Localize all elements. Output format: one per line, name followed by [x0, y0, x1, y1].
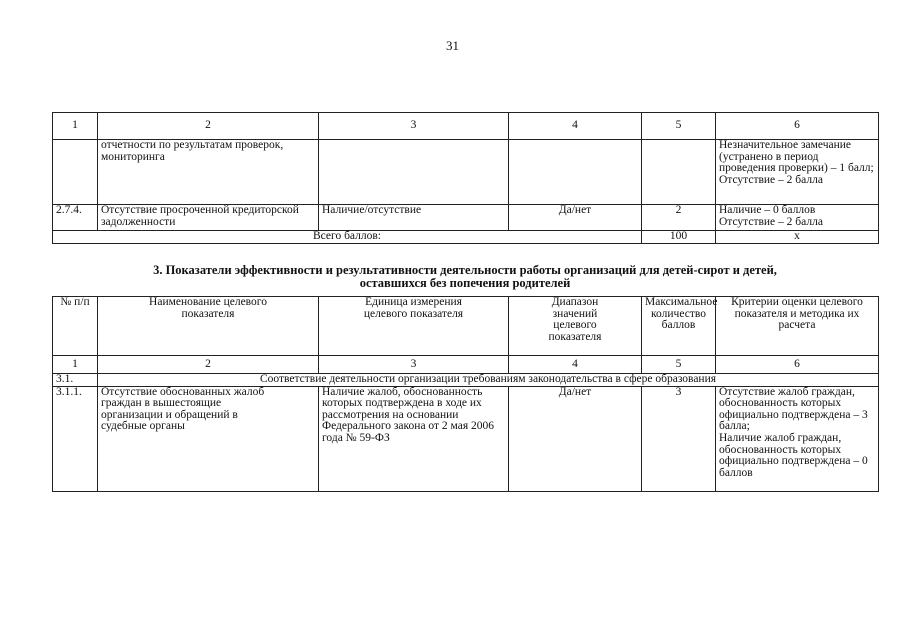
- cell-range: [509, 140, 642, 205]
- col-num: 4: [509, 356, 642, 374]
- col-num: 1: [53, 356, 98, 374]
- col-num: 5: [642, 356, 716, 374]
- col-num: 2: [98, 356, 319, 374]
- criteria-line: Отсутствие жалоб граждан, обоснованность которых официально подтверждена – 3 балла;: [719, 385, 868, 433]
- cell-criteria: [716, 140, 879, 205]
- total-value: 100: [642, 231, 716, 244]
- indicators-table: [52, 296, 879, 492]
- section-title: [52, 264, 878, 290]
- criteria-line: Наличие жалоб граждан, обоснованность которых официально подтверждена – 0 баллов: [719, 431, 868, 479]
- col-num: 6: [716, 356, 879, 374]
- header-name: Наименование целевого показателя: [98, 297, 319, 356]
- cell-name: отчетности по результатам проверок, мониторинга: [98, 140, 319, 205]
- cell-criteria: [716, 205, 879, 231]
- col-num: 6: [716, 113, 879, 140]
- cell-unit: [319, 140, 509, 205]
- header-row: [53, 297, 879, 356]
- group-row: [53, 374, 879, 387]
- cell-name: Отсутствие просроченной кредиторской задолженности: [98, 205, 319, 231]
- column-number-row: [53, 356, 879, 374]
- criteria-line: Отсутствие – 2 балла: [719, 215, 823, 228]
- criteria-line: Незначительное замечание (устранено в период проведения проверки) – 1 балл;: [719, 139, 874, 175]
- criteria-line: Отсутствие – 2 балла: [719, 173, 823, 186]
- column-number-row: [53, 113, 879, 140]
- total-x: х: [716, 231, 879, 244]
- col-num: 5: [642, 113, 716, 140]
- cell-unit: Наличие/отсутствие: [319, 205, 509, 231]
- col-num: 3: [319, 113, 509, 140]
- header-max: Максимальное количество баллов: [642, 297, 716, 356]
- total-row: [53, 231, 879, 244]
- header-range: Диапазон значений целевого показателя: [509, 297, 642, 356]
- cell-unit: Наличие жалоб, обоснованность которых подтверждена в ходе их рассмотрения на основании Федерального закона от 2 мая 2006 года № 59-ФЗ: [319, 386, 509, 491]
- group-title: Соответствие деятельности организации требованиям законодательства в сфере образования: [98, 374, 879, 387]
- section-title-line: 3. Показатели эффективности и результативности деятельности работы организаций для детей-сирот и детей,: [153, 263, 777, 277]
- table-row: [53, 386, 879, 491]
- cell-range: Да/нет: [509, 386, 642, 491]
- cell-max: 3: [642, 386, 716, 491]
- total-label: Всего баллов:: [53, 231, 642, 244]
- cell-num: 2.7.4.: [53, 205, 98, 231]
- criteria-line: Наличие – 0 баллов: [719, 204, 816, 216]
- col-num: 1: [53, 113, 98, 140]
- table-row: [53, 140, 879, 205]
- section-title-line: оставшихся без попечения родителей: [359, 276, 571, 290]
- table-row: [53, 205, 879, 231]
- cell-num: 3.1.1.: [53, 386, 98, 491]
- header-criteria: Критерии оценки целевого показателя и методика их расчета: [716, 297, 879, 356]
- header-num: № п/п: [53, 297, 98, 356]
- cell-max: [642, 140, 716, 205]
- cell-range: Да/нет: [509, 205, 642, 231]
- cell-num: [53, 140, 98, 205]
- page-number: 31: [446, 38, 459, 53]
- group-num: 3.1.: [53, 374, 98, 387]
- cell-max: 2: [642, 205, 716, 231]
- col-num: 2: [98, 113, 319, 140]
- col-num: 4: [509, 113, 642, 140]
- col-num: 3: [319, 356, 509, 374]
- cell-criteria: [716, 386, 879, 491]
- table-continued: [52, 112, 879, 244]
- cell-name: Отсутствие обоснованных жалоб граждан в вышестоящие организации и обращений в судебные органы: [98, 386, 319, 491]
- header-unit: Единица измерения целевого показателя: [319, 297, 509, 356]
